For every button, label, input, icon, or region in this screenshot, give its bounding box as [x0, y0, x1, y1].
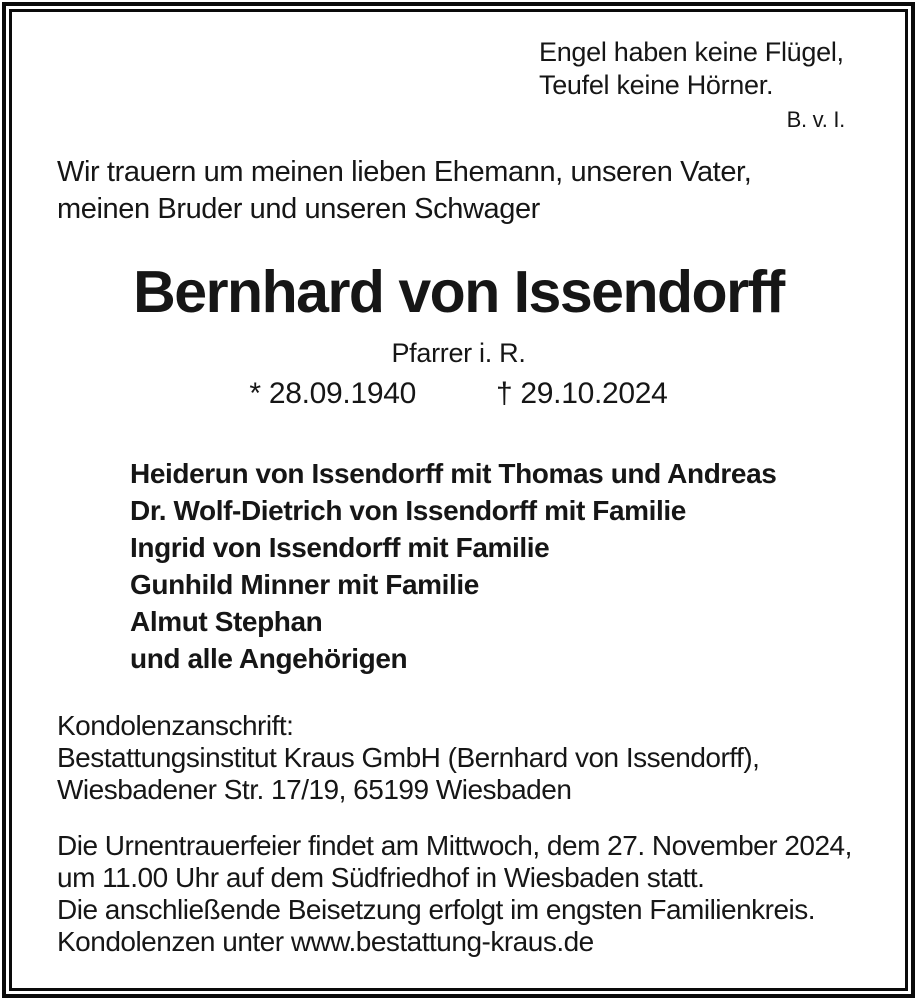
death-date: † 29.10.2024 [495, 377, 668, 410]
epigraph-quote [539, 36, 845, 133]
deceased-title: Pfarrer i. R. [391, 338, 526, 368]
mourner-line: Heiderun von Issendorff mit Thomas und Andreas [130, 458, 777, 489]
epigraph-line-1: Engel haben keine Flügel, [539, 37, 844, 67]
service-line-1: Die Urnentrauerfeier findet am Mittwoch, dem 27. November 2024, [57, 830, 852, 861]
condolence-line-1: Bestattungsinstitut Kraus GmbH (Bernhard von Issendorff), [57, 742, 760, 773]
service-information [57, 830, 887, 958]
epigraph-line-2: Teufel keine Hörner. [539, 70, 774, 100]
condolence-label: Kondolenzanschrift: [57, 710, 294, 741]
mourner-line: und alle Angehörigen [130, 643, 408, 674]
condolence-address [57, 710, 877, 806]
service-line-3: Die anschließende Beisetzung erfolgt im engsten Familienkreis. [57, 894, 816, 925]
deceased-name: Bernhard von Issendorff [133, 259, 784, 325]
intro-line-2: meinen Bruder und unseren Schwager [57, 193, 540, 225]
condolence-line-2: Wiesbadener Str. 17/19, 65199 Wiesbaden [57, 774, 572, 805]
service-line-2: um 11.00 Uhr auf dem Südfriedhof in Wiesbaden statt. [57, 862, 705, 893]
mourner-line: Dr. Wolf-Dietrich von Issendorff mit Familie [130, 495, 686, 526]
mourners-list [130, 455, 870, 677]
mourner-line: Gunhild Minner mit Familie [130, 569, 479, 600]
mourner-line: Almut Stephan [130, 606, 323, 637]
intro-line-1: Wir trauern um meinen lieben Ehemann, unseren Vater, [57, 156, 752, 188]
mourner-line: Ingrid von Issendorff mit Familie [130, 532, 550, 563]
service-line-4: Kondolenzen unter www.bestattung-kraus.de [57, 926, 594, 957]
birth-date: * 28.09.1940 [249, 377, 416, 410]
life-dates [0, 377, 917, 411]
intro-paragraph [57, 154, 877, 228]
epigraph-attribution: B. v. I. [786, 107, 845, 132]
